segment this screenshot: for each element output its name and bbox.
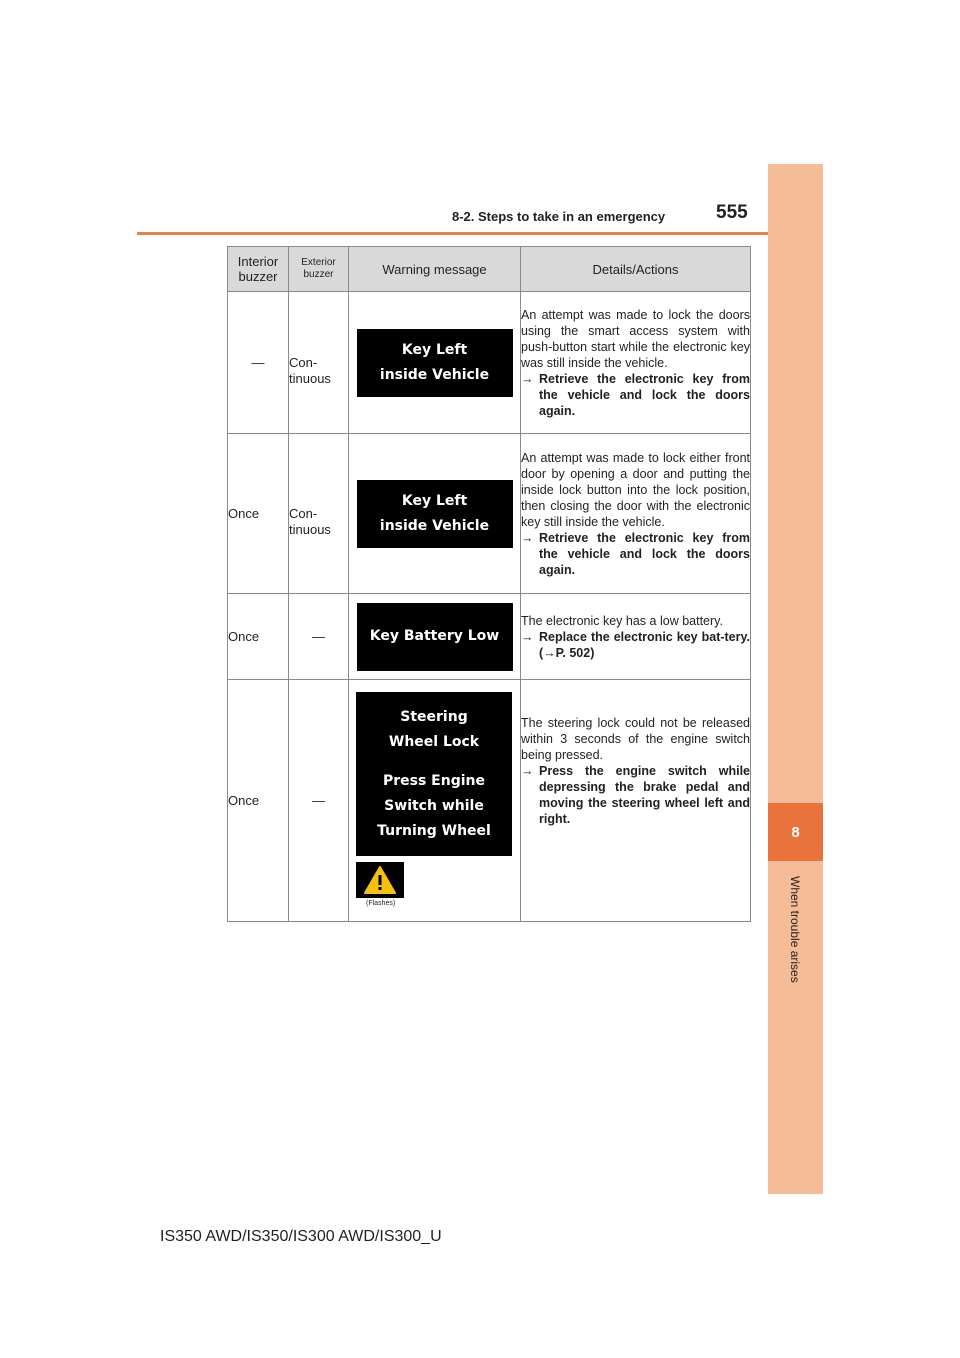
interior-buzzer-cell	[228, 594, 289, 680]
exterior-buzzer-value: —	[312, 629, 325, 644]
chapter-number-tab[interactable]	[768, 803, 823, 861]
exterior-buzzer-cell	[289, 594, 349, 680]
display-line: Key Left	[401, 341, 468, 358]
warning-display	[357, 329, 513, 397]
display-line: Key Battery Low	[369, 628, 500, 644]
table-row	[228, 680, 751, 922]
warning-message-cell	[349, 434, 521, 594]
warning-display	[356, 692, 512, 856]
details-text: An attempt was made to lock the doors using the smart access system with push-button start while the electronic key was still inside the vehicle.	[521, 307, 750, 370]
action-text	[521, 530, 750, 578]
master-warning-indicator	[356, 862, 520, 907]
warning-messages-table	[227, 246, 751, 922]
display-line: Key Left	[401, 492, 468, 509]
col-warning-message: Warning message	[349, 247, 521, 292]
action-value: Replace the electronic key bat-tery. (→P. 502)	[539, 629, 750, 660]
table-row	[228, 434, 751, 594]
warning-message-cell	[349, 594, 521, 680]
interior-buzzer-cell	[228, 434, 289, 594]
warning-message-cell	[349, 292, 521, 434]
details-cell	[521, 434, 751, 594]
interior-buzzer-value: Once	[228, 506, 260, 521]
display-line: Wheel Lock	[388, 733, 480, 750]
flashes-note: (Flashes)	[366, 900, 396, 907]
arrow-icon: →	[521, 530, 534, 545]
col-details-actions: Details/Actions	[521, 247, 751, 292]
exterior-buzzer-value: Con- tinuous	[289, 354, 331, 386]
display-line: Turning Wheel	[377, 822, 491, 839]
warning-display	[357, 480, 513, 548]
action-value: Retrieve the electronic key from the vehicle and lock the doors again.	[539, 371, 750, 418]
interior-buzzer-value: —	[251, 355, 265, 370]
exterior-buzzer-cell	[289, 434, 349, 594]
chapter-label: When trouble arises	[788, 876, 802, 983]
chapter-label-container	[780, 876, 810, 1006]
details-cell	[521, 594, 751, 680]
arrow-icon: →	[521, 371, 534, 386]
chapter-number: 8	[791, 823, 800, 841]
details-cell	[521, 680, 751, 922]
table-header-row	[228, 247, 751, 292]
arrow-icon: →	[521, 629, 534, 644]
action-text	[521, 629, 750, 661]
details-cell	[521, 292, 751, 434]
section-title: 8-2. Steps to take in an emergency	[452, 209, 666, 224]
warning-display	[357, 603, 513, 671]
warning-message-cell	[349, 680, 521, 922]
arrow-icon: →	[521, 763, 534, 778]
interior-buzzer-cell	[228, 680, 289, 922]
action-text	[521, 371, 750, 419]
interior-buzzer-cell	[228, 292, 289, 434]
exterior-buzzer-value: Con- tinuous	[289, 505, 331, 537]
interior-buzzer-value: Once	[228, 793, 260, 808]
exterior-buzzer-value: —	[312, 793, 325, 808]
details-text: An attempt was made to lock either front door by opening a door and putting the inside lock button into the lock position, then closing the door with the electronic key still inside the vehicle.	[521, 450, 750, 529]
table-row	[228, 292, 751, 434]
action-value: Press the engine switch while depressing the brake pedal and moving the steering wheel left and right.	[539, 763, 750, 826]
details-text: The electronic key has a low battery.	[521, 613, 723, 628]
exterior-buzzer-cell	[289, 292, 349, 434]
display-line: inside Vehicle	[379, 517, 490, 534]
table-row	[228, 594, 751, 680]
interior-buzzer-value: Once	[228, 629, 260, 644]
footer-model: IS350 AWD/IS350/IS300 AWD/IS300_U	[160, 1228, 442, 1245]
display-line: Switch while	[384, 797, 484, 814]
page-number: 555	[716, 202, 748, 223]
action-value: Retrieve the electronic key from the vehicle and lock the doors again.	[539, 530, 750, 577]
display-line: inside Vehicle	[379, 366, 490, 383]
details-text: The steering lock could not be released within 3 seconds of the engine switch being pressed.	[521, 715, 750, 762]
display-line: Steering	[400, 708, 468, 725]
display-line: Press Engine	[382, 772, 485, 789]
exterior-buzzer-cell	[289, 680, 349, 922]
col-exterior-buzzer: Exterior buzzer	[289, 247, 349, 292]
action-text	[521, 763, 750, 827]
chapter-side-strip	[768, 164, 823, 1194]
col-interior-buzzer: Interior buzzer	[228, 247, 289, 292]
warning-triangle-icon	[356, 862, 404, 898]
header-rule	[137, 232, 822, 235]
